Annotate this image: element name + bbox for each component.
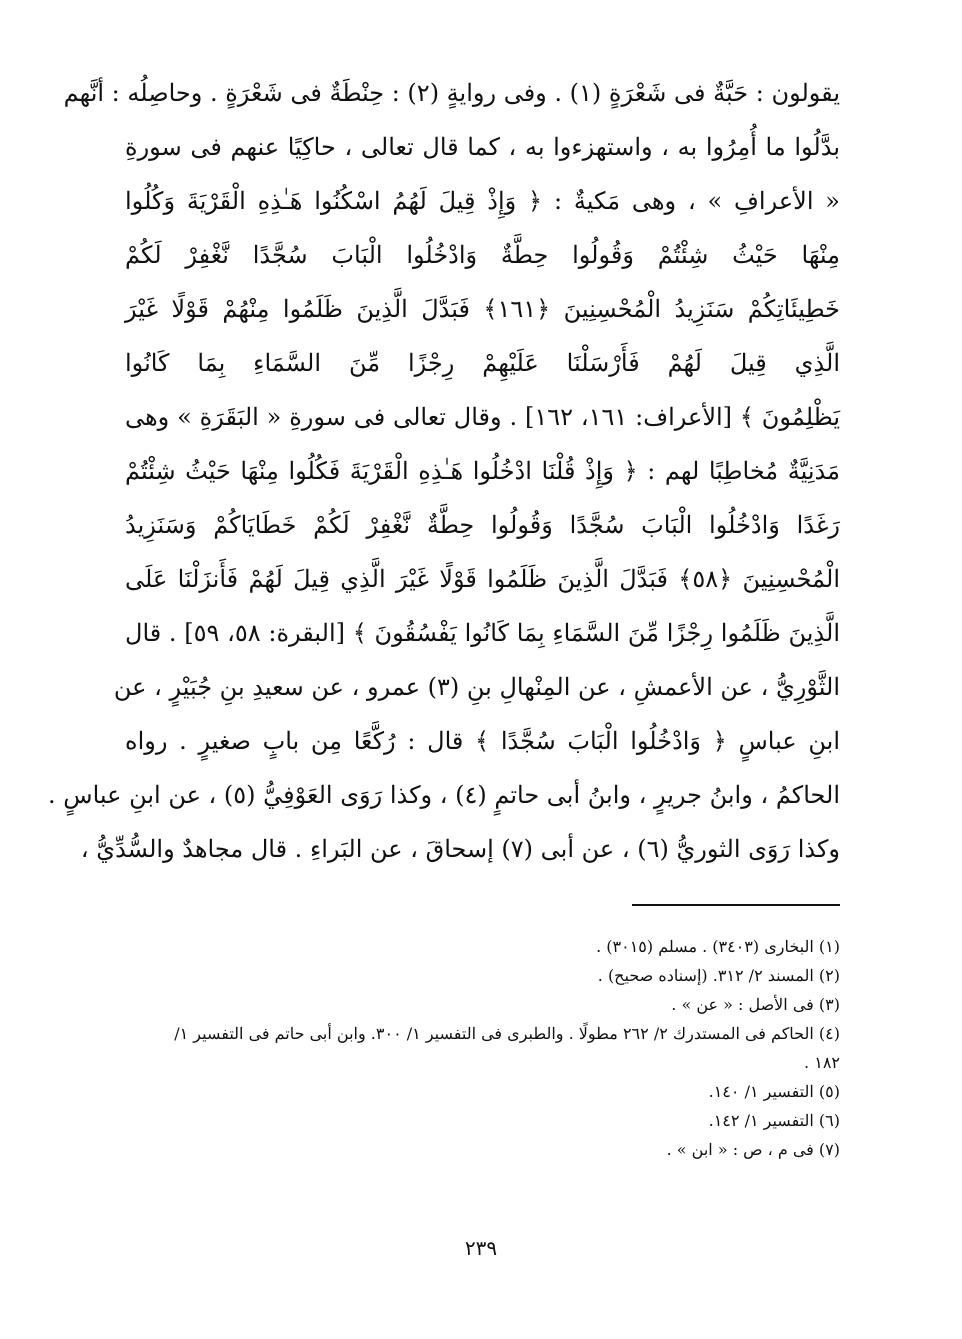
text-line: رَغَدًا وَادْخُلُوا الْبَابَ سُجَّدًا وَقُولُوا حِطَّةٌ نَّغْفِرْ لَكُمْ خَطَايَاكُمْ وَسَنَزِيدُ [125,511,841,539]
text-line: مَدَنِيَّةٌ مُخاطِبًا لهم : ﴿ وَإِذْ قُلْنَا ادْخُلُوا هَـٰذِهِ الْقَرْيَةَ فَكُلُوا مِنْهَا حَيْثُ شِئْتُمْ [125,457,840,485]
footnote: (٧) فى م ، ص : « ابن » . [666,1140,840,1159]
footnote: (٦) التفسير ١/ ١٤٢. [708,1111,840,1130]
text-line: الحاكمُ ، وابنُ جريرٍ ، وابنُ أبى حاتمٍ (٤) ، وكذا رَوَى العَوْفِيُّ (٥) ، عن ابنِ عباسٍ . [48,781,840,809]
footnote: (٣) فى الأصل : « عن » . [671,995,840,1014]
text-line: الَّذِي قِيلَ لَهُمْ فَأَرْسَلْنَا عَلَيْهِمْ رِجْزًا مِّنَ السَّمَاءِ بِمَا كَانُوا [125,349,840,377]
footnote: (٥) التفسير ١/ ١٤٠. [708,1082,840,1101]
footnotes [125,932,840,1164]
footnote-continuation: ١٨٢ . [804,1053,840,1072]
text-line: الْمُحْسِنِينَ ﴿٥٨﴾ فَبَدَّلَ الَّذِينَ ظَلَمُوا قَوْلًا غَيْرَ الَّذِي قِيلَ لَهُمْ فَأَنزَلْنَا عَلَى [125,565,841,593]
text-line: بدَّلُوا ما أُمِرُوا به ، واستهزءوا به ، كما قال تعالى ، حاكِيًا عنهم فى سورةِ [125,133,840,161]
text-line: خَطِيئَاتِكُمْ سَنَزِيدُ الْمُحْسِنِينَ ﴿١٦١﴾ فَبَدَّلَ الَّذِينَ ظَلَمُوا مِنْهُمْ قَوْلًا غَيْرَ [125,295,840,323]
main-text [48,66,841,876]
text-line: يَظْلِمُونَ ﴾ [الأعراف: ١٦١، ١٦٢] . وقال تعالى فى سورةِ « البَقَرَةِ » وهى [125,403,841,431]
footnote: (١) البخارى (٣٤٠٣) . مسلم (٣٠١٥) . [596,937,840,956]
text-line: الَّذِينَ ظَلَمُوا رِجْزًا مِّنَ السَّمَاءِ بِمَا كَانُوا يَفْسُقُونَ ﴾ [البقرة: ٥٨، ٥٩] . قال [125,619,840,647]
text-line: الثَّوْرِيُّ ، عن الأعمشِ ، عن المِنْهالِ بنِ (٣) عمرو ، عن سعيدِ بنِ جُبَيْرٍ ، عن [113,673,840,701]
text-line: « الأعرافِ » ، وهى مَكيةٌ : ﴿ وَإِذْ قِيلَ لَهُمُ اسْكُنُوا هَـٰذِهِ الْقَرْيَةَ وَكُلُوا [125,187,840,215]
page-number: ٢٣٩ [464,1236,498,1260]
text-line: ابنِ عباسٍ ﴿ وَادْخُلُوا الْبَابَ سُجَّدًا ﴾ قال : رُكَّعًا مِن بابٍ صغيرٍ . رواه [125,727,840,755]
footnote-separator [632,904,840,906]
text-line: وكذا رَوَى الثوريُّ (٦) ، عن أبى (٧) إسحاقَ ، عن البَراءِ . قال مجاهدٌ والسُّدِّيُّ ، [80,835,840,863]
text-line: مِنْهَا حَيْثُ شِئْتُمْ وَقُولُوا حِطَّةٌ وَادْخُلُوا الْبَابَ سُجَّدًا نَّغْفِرْ لَكُمْ [125,241,840,269]
footnote: (٤) الحاكم فى المستدرك ٢/ ٢٦٢ مطولًا . والطبرى فى التفسير ١/ ٣٠٠. وابن أبى حاتم فى التفسير ١/ [174,1024,840,1043]
text-line: يقولون : حَبَّةٌ فى شَعْرَةٍ (١) . وفى روايةٍ (٢) : حِنْطَةٌ فى شَعْرَةٍ . وحاصِلُه : أنَّهم [63,79,840,107]
footnote: (٢) المسند ٢/ ٣١٢. (إسناده صحيح) . [597,966,840,985]
